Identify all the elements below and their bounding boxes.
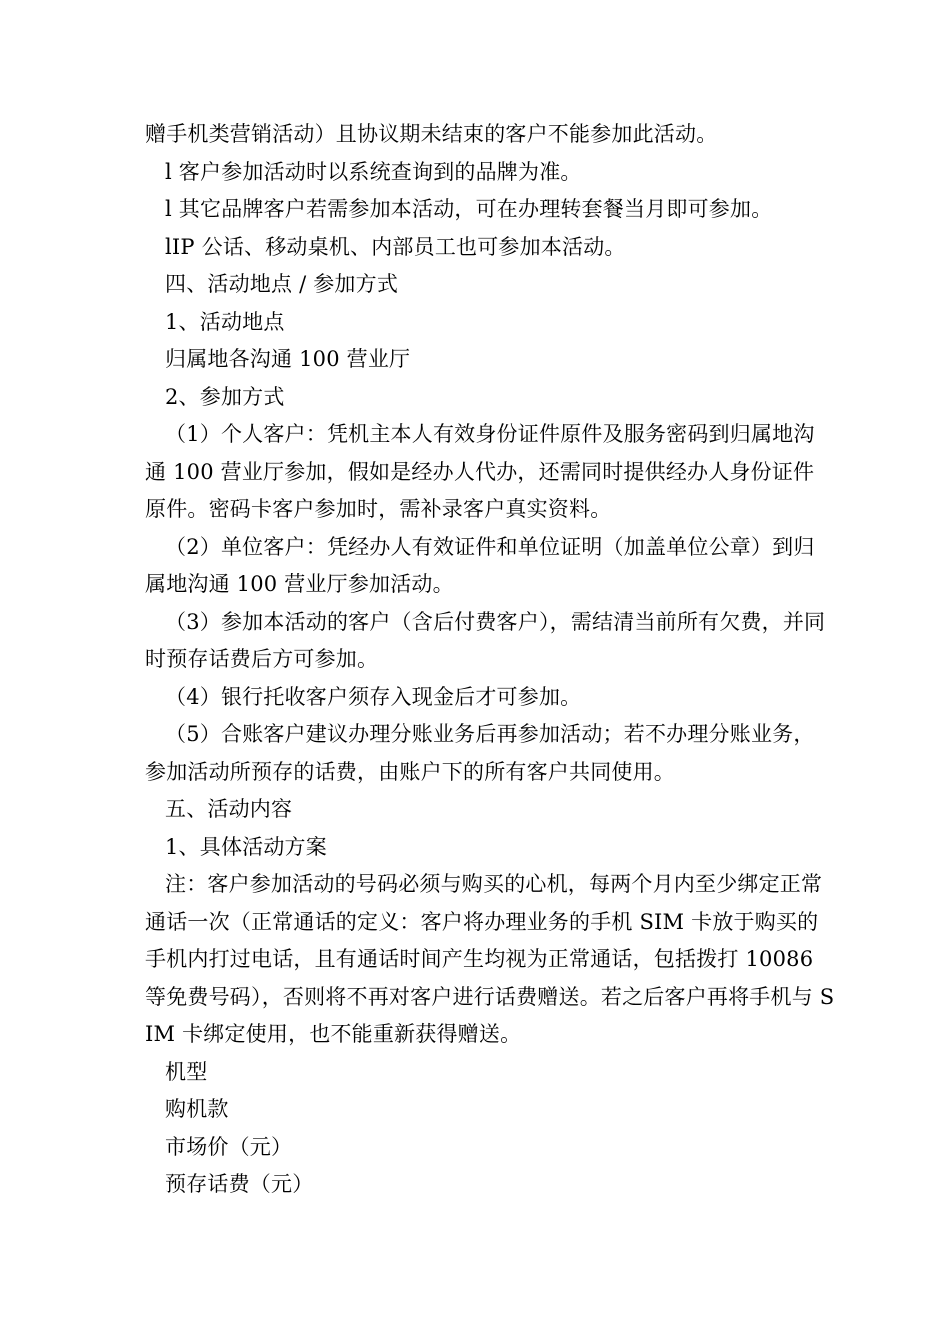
paragraph-note: 注：客户参加活动的号码必须与购买的心机，每两个月内至少绑定正常通话一次（正常通话的定义：客户将办理业务的手机 SIM 卡放于购买的手机内打过电话，且有通话时间产生均视为正常通话，包括拨打 10086 等免费号码），否则将不再对客户进行话费赠送。若之后客户再将手机与 SIM 卡绑定使用，也不能重新获得赠送。 [145, 872, 835, 1046]
subheading-location: 1、活动地点 [165, 309, 285, 334]
subheading-plan: 1、具体活动方案 [165, 834, 327, 859]
label-market-price: 市场价（元） [165, 1134, 293, 1159]
paragraph-other-brands: l 其它品牌客户若需参加本活动，可在办理转套餐当月即可参加。 [165, 197, 773, 221]
paragraph-ip-phones: lIP 公话、移动桌机、内部员工也可参加本活动。 [165, 234, 626, 259]
paragraph-location: 归属地各沟通 100 营业厅 [165, 347, 411, 371]
heading-section-5: 五、活动内容 [165, 797, 293, 821]
heading-section-4: 四、活动地点 / 参加方式 [165, 272, 399, 296]
paragraph-method-3: （3）参加本活动的客户（含后付费客户），需结清当前所有欠费，并同时预存话费后方可参加。 [145, 609, 826, 671]
label-model: 机型 [165, 1059, 208, 1084]
paragraph-method-2: （2）单位客户：凭经办人有效证件和单位证明（加盖单位公章）到归属地沟通 100 营业厅参加活动。 [145, 534, 815, 596]
paragraph-method-5: （5）合账客户建议办理分账业务后再参加活动；若不办理分账业务，参加活动所预存的话费，由账户下的所有客户共同使用。 [145, 722, 815, 784]
subheading-method: 2、参加方式 [165, 384, 285, 409]
document-body [145, 116, 835, 1204]
paragraph-method-1: （1）个人客户：凭机主本人有效身份证件原件及服务密码到归属地沟通 100 营业厅参加，假如是经办人代办，还需同时提供经办人身份证件原件。密码卡客户参加时，需补录客户真实资料。 [145, 422, 815, 521]
label-prepaid-fee: 预存话费（元） [165, 1172, 314, 1196]
label-purchase-price: 购机款 [165, 1097, 229, 1121]
paragraph-continuation: 赠手机类营销活动）且协议期未结束的客户不能参加此活动。 [145, 122, 718, 146]
paragraph-method-4: （4）银行托收客户须存入现金后才可参加。 [165, 684, 582, 709]
paragraph-brand-rule: l 客户参加活动时以系统查询到的品牌为准。 [165, 159, 582, 184]
